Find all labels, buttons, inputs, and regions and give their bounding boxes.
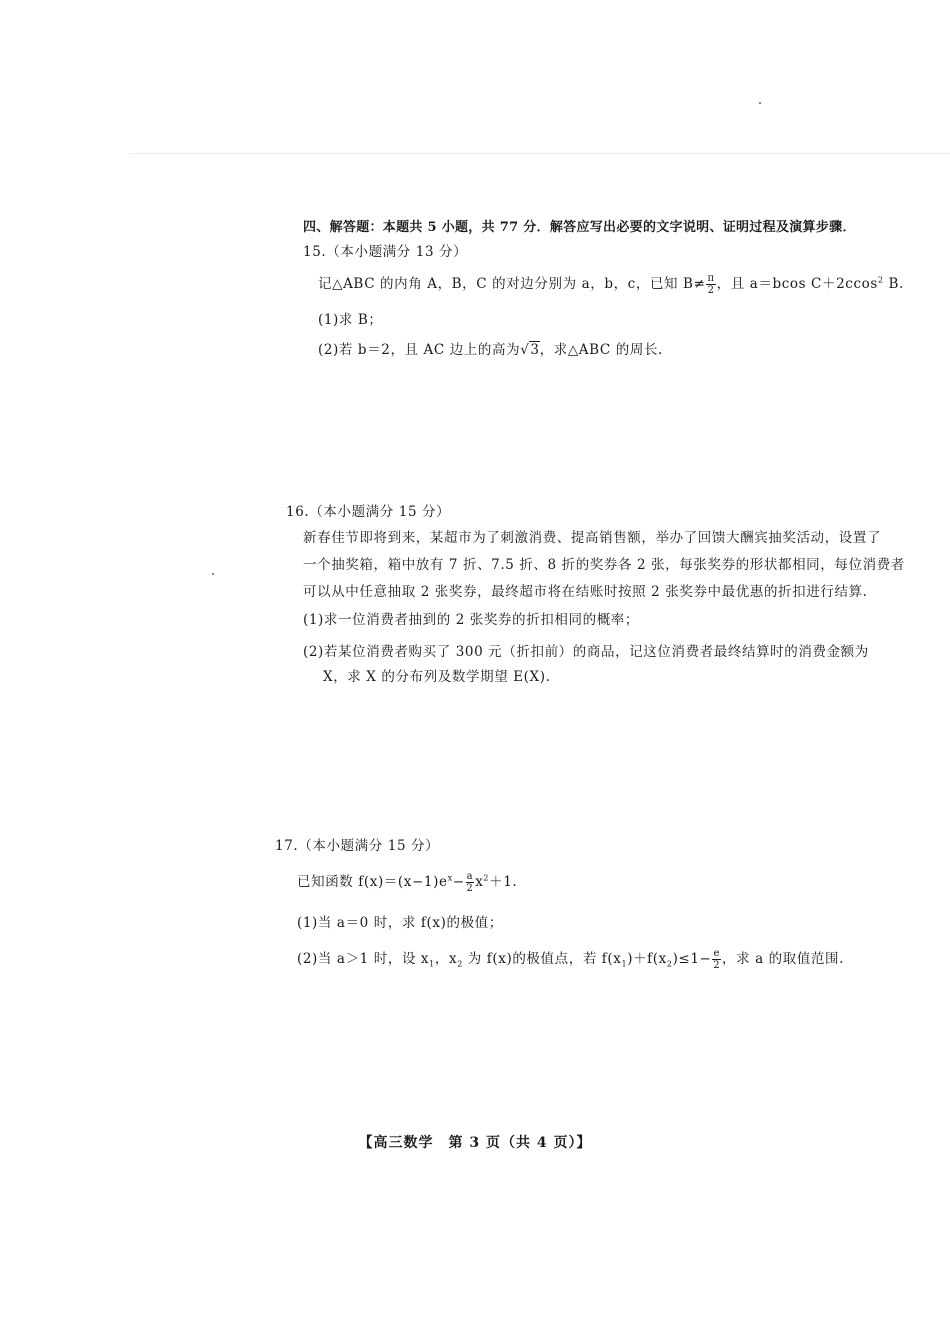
- q17-title: 17.（本小题满分 15 分）: [275, 838, 440, 854]
- e-over-2-fraction: $\frac{e}{2}$: [713, 948, 721, 971]
- q17-part2: (2)当 a＞1 时，设 $x_1$，$x_2$ 为 f(x)的极值点，若 $f(x_1)+f(x_2)\le 1-$ $\frac{e}{2}$ ，求 a 的取值范围.: [297, 948, 845, 971]
- scan-border-line: [130, 153, 950, 154]
- scan-speck: [759, 102, 761, 104]
- q15-stem: 记△ABC 的内角 A，B，C 的对边分别为 a，b，c，已知 B≠ $\frac{\pi}{2}$ ，且 a＝bcos C＋2ccos$^2$ B.: [318, 273, 904, 296]
- q16-part2-line1: (2)若某位消费者购买了 300 元（折扣前）的商品，记这位消费者最终结算时的消费金额为: [303, 644, 869, 660]
- q16-title: 16.（本小题满分 15 分）: [286, 504, 451, 520]
- q17-stem: 已知函数 $f(x)=(x-1)e^x-$ $\frac{a}{2}$ $x^2+1$.: [297, 871, 518, 894]
- q15-part2: (2)若 b＝2，且 AC 边上的高为√3，求△ABC 的周长.: [318, 342, 663, 358]
- q15-title: 15.（本小题满分 13 分）: [303, 244, 468, 260]
- a-over-2-fraction: $\frac{a}{2}$: [466, 871, 474, 894]
- scan-speck: [212, 573, 214, 575]
- q16-line1: 新春佳节即将到来，某超市为了刺激消费、提高销售额，举办了回馈大酬宾抽奖活动，设置了: [303, 530, 882, 546]
- q15-part1: (1)求 B；: [318, 312, 383, 328]
- q17-part1: (1)当 a＝0 时，求 f(x)的极值；: [297, 915, 503, 931]
- q16-part1: (1)求一位消费者抽到的 2 张奖券的折扣相同的概率；: [303, 612, 639, 628]
- q16-part2-line2: X，求 X 的分布列及数学期望 E(X).: [323, 669, 551, 685]
- pi-over-2-fraction: $\frac{\pi}{2}$: [707, 273, 715, 296]
- q16-line2: 一个抽奖箱，箱中放有 7 折、7.5 折、8 折的奖券各 2 张，每张奖券的形状都相同，每位消费者: [303, 557, 905, 573]
- section-header: 四、解答题：本题共 5 小题，共 77 分．解答应写出必要的文字说明、证明过程及演算步骤．: [303, 220, 856, 235]
- q16-line3: 可以从中任意抽取 2 张奖券，最终超市将在结账时按照 2 张奖券中最优惠的折扣进行结算.: [303, 584, 868, 600]
- sqrt-symbol: √: [520, 342, 530, 358]
- page-footer: 【高三数学 第 3 页（共 4 页）】: [358, 1135, 592, 1151]
